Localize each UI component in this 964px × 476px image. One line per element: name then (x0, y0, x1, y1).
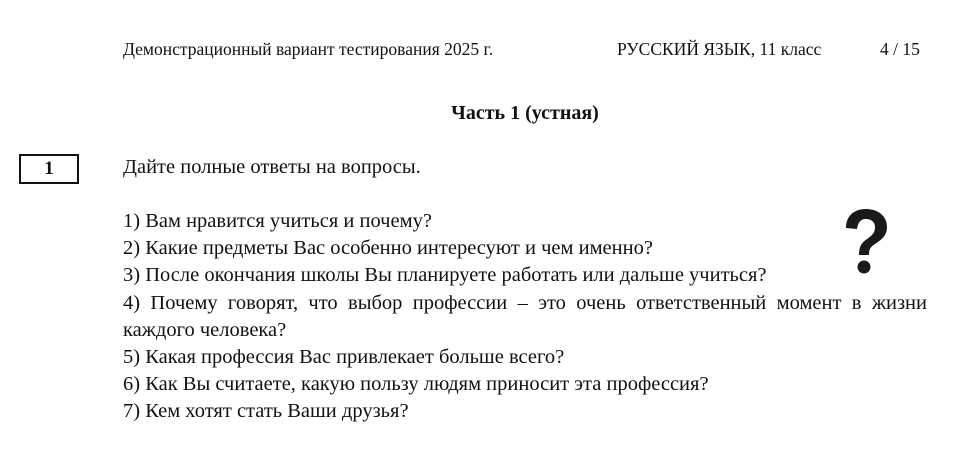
question-item: 1) Вам нравится учиться и почему? (123, 210, 432, 232)
question-item: 7) Кем хотят стать Ваши друзья? (123, 400, 409, 423)
question-item: 6) Как Вы считаете, какую пользу людям приносит эта профессия? (123, 373, 709, 396)
page-number: 4 / 15 (880, 39, 920, 59)
task-instruction: Дайте полные ответы на вопросы. (123, 156, 421, 178)
question-item: 2) Какие предметы Вас особенно интересуют и чем именно? (123, 237, 653, 260)
question-mark-icon (835, 205, 895, 277)
part-title: Часть 1 (устная) (451, 102, 599, 124)
question-item: 5) Какая профессия Вас привлекает больше всего? (123, 346, 565, 369)
question-item: 3) После окончания школы Вы планируете работать или дальше учиться? (123, 264, 767, 287)
task-number-box (19, 154, 79, 184)
header-test-title: Демонстрационный вариант тестирования 2025 г. (123, 39, 494, 59)
question-list (123, 208, 927, 426)
task-number: 1 (44, 158, 54, 179)
question-item: 4) Почему говорят, что выбор профессии – это очень ответственный момент в жизни каждого человека? (123, 291, 927, 341)
header-subject: РУССКИЙ ЯЗЫК, 11 класс (617, 39, 822, 59)
